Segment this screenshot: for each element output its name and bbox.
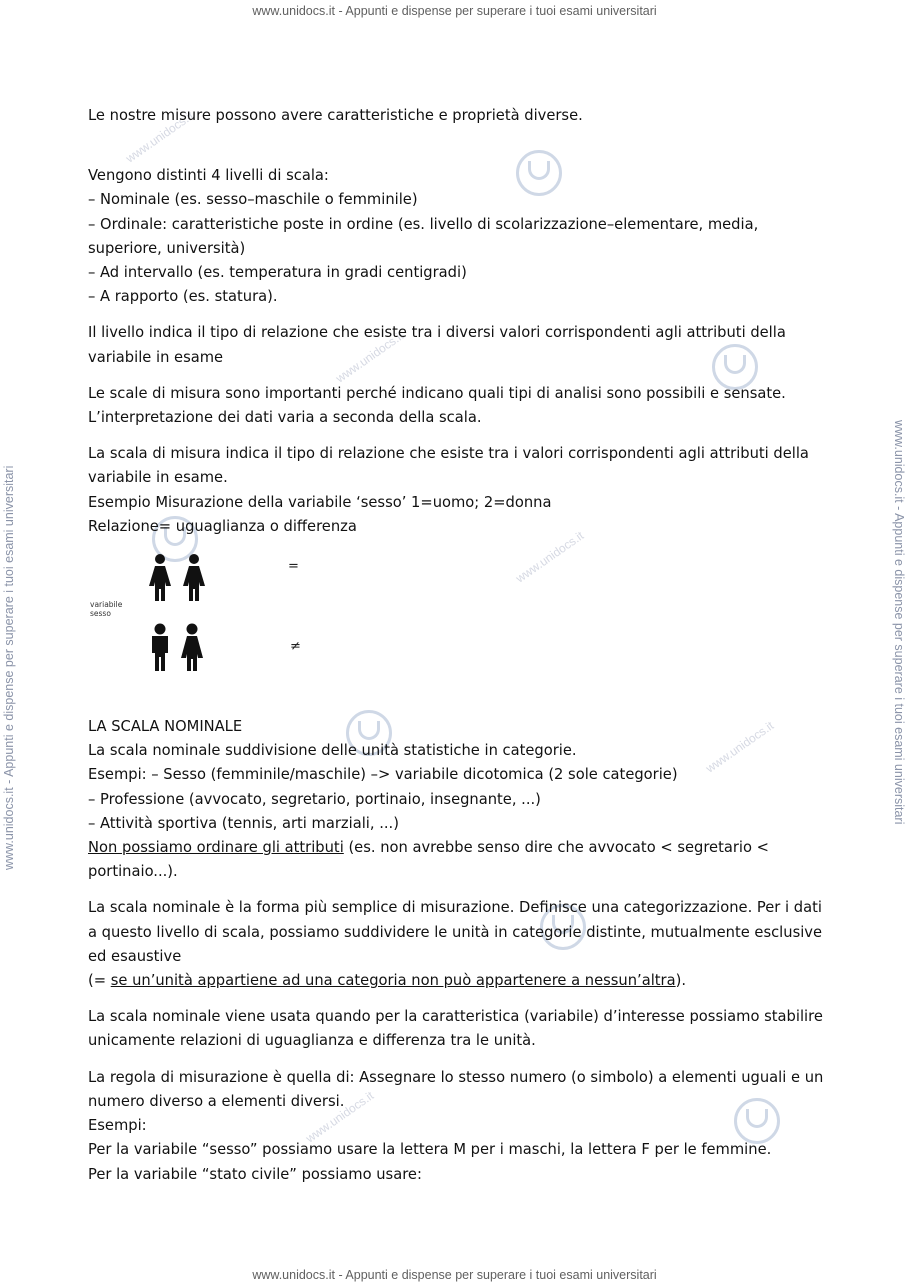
- faint-watermark: www.unidocs.it: [303, 1088, 377, 1146]
- paragraph: Le scale di misura sono importanti perché indicano quali tipi di analisi sono possibili e sensate.: [88, 384, 786, 402]
- level-item: – Ordinale: caratteristiche poste in ordine (es. livello di scolarizzazione–elementare, media, superiore, università): [88, 215, 759, 257]
- header-watermark: www.unidocs.it - Appunti e dispense per superare i tuoi esami universitari: [252, 4, 657, 18]
- level-item: – Nominale (es. sesso–maschile o femminile): [88, 191, 418, 209]
- paragraph: La scala nominale è la forma più semplice di misurazione. Definisce una categorizzazione. Per i dati a questo livello di scala, possiamo suddividere le unità in categorie distinte, mutualmente esclusive ed esaustive: [88, 899, 823, 965]
- paragraph: Esempio Misurazione della variabile ‘sesso’ 1=uomo; 2=donna: [88, 493, 552, 511]
- underlined-text: Non possiamo ordinare gli attributi: [88, 839, 344, 857]
- paragraph: – Professione (avvocato, segretario, portinaio, insegnante, ...): [88, 790, 541, 808]
- faint-watermark: www.unidocs.it: [333, 328, 407, 386]
- levels-title: Vengono distinti 4 livelli di scala:: [88, 167, 329, 185]
- paragraph: La scala di misura indica il tipo di relazione che esiste tra i valori corrispondenti agli attributi della variabile in esame.: [88, 445, 809, 487]
- paragraph: L’interpretazione dei dati varia a seconda della scala.: [88, 409, 482, 427]
- level-item: – Ad intervallo (es. temperatura in gradi centigradi): [88, 264, 467, 282]
- paragraph: La scala nominale suddivisione delle unità statistiche in categorie.: [88, 742, 577, 760]
- paragraph: La regola di misurazione è quella di: Assegnare lo stesso numero (o simbolo) a elementi uguali e un numero diverso a elementi diversi.: [88, 1068, 824, 1110]
- text-span: (=: [88, 972, 111, 990]
- figure-label: [90, 600, 122, 618]
- paragraph: Il livello indica il tipo di relazione che esiste tra i diversi valori corrispondenti agli attributi della variabile in esame: [88, 324, 786, 366]
- paragraph: Esempi: – Sesso (femminile/maschile) –> variabile dicotomica (2 sole categorie): [88, 766, 678, 784]
- faint-watermark: www.unidocs.it: [703, 718, 777, 776]
- paragraph: [88, 836, 828, 884]
- intro-paragraph: Le nostre misure possono avere caratteristiche e proprietà diverse.: [88, 107, 583, 124]
- faint-watermark: www.unidocs.it: [513, 528, 587, 586]
- paragraph: Esempi:: [88, 1117, 147, 1135]
- section-title: LA SCALA NOMINALE: [88, 718, 243, 736]
- underlined-text: se un’unità appartiene ad una categoria non può appartenere a nessun’altra: [110, 972, 676, 990]
- figure-label-line: sesso: [90, 609, 111, 619]
- paragraph: [88, 969, 828, 993]
- man-and-woman-icon: [146, 623, 210, 675]
- paragraph: Per la variabile “sesso” possiamo usare la lettera M per i maschi, la lettera F per le femmine.: [88, 1141, 772, 1159]
- two-women-icon: [146, 553, 210, 605]
- faint-watermark: www.unidocs.it: [123, 108, 197, 166]
- side-watermark-left: www.unidocs.it - Appunti e dispense per superare i tuoi esami universitari: [2, 465, 16, 870]
- figure-label-line: variabile: [90, 600, 123, 610]
- document-body: [88, 104, 828, 1187]
- paragraph: – Attività sportiva (tennis, arti marziali, ...): [88, 814, 399, 832]
- level-item: – A rapporto (es. statura).: [88, 288, 278, 306]
- not-equal-symbol: ≠: [290, 639, 301, 655]
- paragraph: La scala nominale viene usata quando per la caratteristica (variabile) d’interesse possiamo stabilire unicamente relazioni di uguaglianza e differenza tra le unità.: [88, 1008, 823, 1050]
- text-span: ).: [675, 972, 687, 990]
- paragraph: Relazione= uguaglianza o differenza: [88, 517, 357, 535]
- paragraph: Per la variabile “stato civile” possiamo usare:: [88, 1165, 422, 1183]
- side-watermark-right: www.unidocs.it - Appunti e dispense per superare i tuoi esami universitari: [892, 420, 906, 825]
- gender-relation-figure: [88, 547, 828, 711]
- footer-watermark: www.unidocs.it - Appunti e dispense per superare i tuoi esami universitari: [252, 1268, 657, 1282]
- equal-symbol: =: [288, 559, 299, 575]
- text-span: (es. non avrebbe senso dire che avvocato < segretario < portinaio...).: [88, 839, 769, 881]
